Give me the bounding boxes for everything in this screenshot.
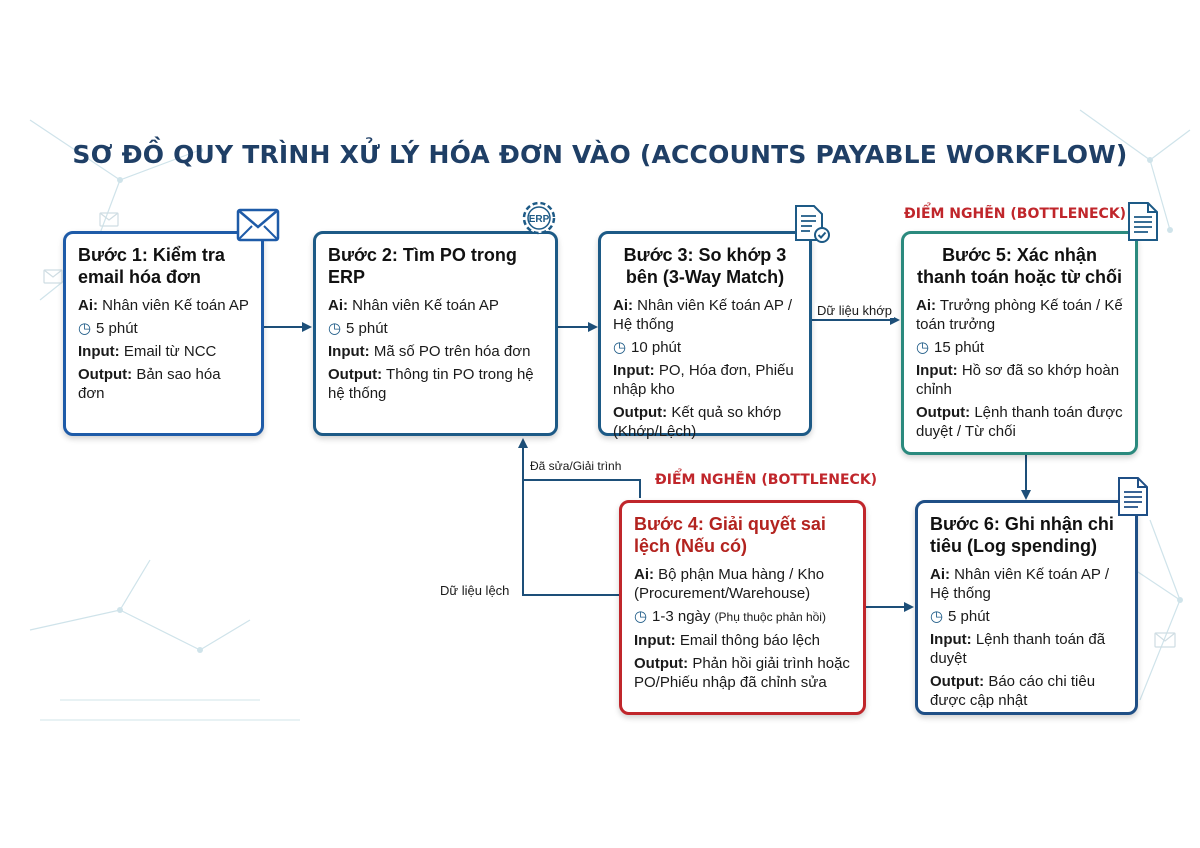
step-4-output: Phản hồi giải trình hoặc PO/Phiếu nhập đã chỉnh sửa [634, 655, 850, 691]
step-5-output-label: Output: [916, 404, 971, 421]
step-5-who: Trưởng phòng Kế toán / Kế toán trưởng [916, 297, 1123, 333]
step-4-input-label: Input: [634, 632, 676, 649]
step-6-who: Nhân viên Kế toán AP / Hệ thống [930, 566, 1110, 602]
step-6-output: Báo cáo chi tiêu được cập nhật [930, 673, 1096, 709]
erp-gear-icon [516, 198, 562, 238]
step-3-who-label: Ai: [613, 297, 633, 314]
step-3-who: Nhân viên Kế toán AP / Hệ thống [613, 297, 793, 333]
step-3-input-label: Input: [613, 362, 655, 379]
step-4-who: Bộ phận Mua hàng / Kho (Procurement/Warehouse) [634, 566, 825, 602]
edge-label-match: Dữ liệu khớp [817, 303, 893, 318]
step-5-input-label: Input: [916, 362, 958, 379]
edge-label-mismatch: Dữ liệu lệch [440, 583, 510, 598]
step-3-time: 10 phút [631, 339, 682, 356]
step-2-title: Bước 2: Tìm PO trong ERP [328, 245, 517, 287]
step-4-output-label: Output: [634, 655, 689, 672]
step-1-time: 5 phút [96, 320, 138, 337]
arrow-step4-feedback-line [523, 480, 640, 498]
step-1-input-label: Input: [78, 343, 120, 360]
edge-label-fixed: Đã sửa/Giải trình [530, 459, 622, 473]
clock-icon: ◷ [78, 320, 92, 337]
step-3-output: Kết quả so khớp (Khớp/Lệch) [613, 404, 782, 440]
envelope-icon [236, 208, 280, 242]
document-check-icon [792, 204, 832, 246]
step-4-box [619, 500, 866, 715]
step-6-output-label: Output: [930, 673, 985, 690]
step-5-output: Lệnh thanh toán được duyệt / Từ chối [916, 404, 1123, 440]
clock-icon: ◷ [613, 339, 627, 356]
step-1-who: Nhân viên Kế toán AP [102, 297, 249, 314]
step-2-output-label: Output: [328, 366, 383, 383]
step-2-box [313, 231, 558, 436]
step-1-input: Email từ NCC [123, 343, 217, 360]
page-title: SƠ ĐỒ QUY TRÌNH XỬ LÝ HÓA ĐƠN VÀO (ACCOUNTS PAYABLE WORKFLOW) [72, 140, 1128, 169]
step-6-input: Lệnh thanh toán đã duyệt [930, 631, 1106, 667]
step-4-who-label: Ai: [634, 566, 654, 583]
step-5-time: 15 phút [934, 339, 985, 356]
document-icon [1126, 200, 1162, 244]
step-3-box [598, 231, 812, 440]
clock-icon: ◷ [916, 339, 930, 356]
step-3-output-label: Output: [613, 404, 668, 421]
step-1-title: Bước 1: Kiểm tra email hóa đơn [78, 245, 225, 287]
step-2-time: 5 phút [346, 320, 388, 337]
step-1-who-label: Ai: [78, 297, 98, 314]
step-4-title: Bước 4: Giải quyết sai lệch (Nếu có) [634, 514, 826, 556]
step-6-time: 5 phút [948, 608, 990, 625]
step-2-input-label: Input: [328, 343, 370, 360]
step-5-title: Bước 5: Xác nhận thanh toán hoặc từ chối [916, 245, 1123, 287]
clock-icon: ◷ [328, 320, 342, 337]
bottleneck-label-step-4: ĐIỂM NGHẼN (BOTTLENECK) [655, 472, 878, 488]
step-2-input: Mã số PO trên hóa đơn [373, 343, 531, 360]
step-4-time: 1-3 ngày [652, 608, 711, 625]
step-6-title: Bước 6: Ghi nhận chi tiêu (Log spending) [930, 514, 1114, 556]
clock-icon: ◷ [930, 608, 944, 625]
step-2-who-label: Ai: [328, 297, 348, 314]
erp-icon-label: ERP [528, 214, 550, 225]
document-icon [1116, 475, 1152, 519]
step-1-output-label: Output: [78, 366, 133, 383]
step-6-input-label: Input: [930, 631, 972, 648]
step-4-input: Email thông báo lệch [679, 632, 820, 649]
step-6-box [915, 500, 1138, 715]
step-5-who-label: Ai: [916, 297, 936, 314]
step-3-title: Bước 3: So khớp 3 bên (3-Way Match) [623, 245, 787, 287]
bottleneck-label-step-5: ĐIỂM NGHẼN (BOTTLENECK) [904, 206, 1127, 222]
step-1-output: Bản sao hóa đơn [78, 366, 221, 402]
step-5-box [901, 231, 1138, 455]
step-4-time-note: (Phụ thuộc phản hồi) [714, 610, 826, 624]
step-2-output: Thông tin PO trong hệ hệ thống [328, 366, 534, 402]
clock-icon: ◷ [634, 608, 648, 625]
step-2-who: Nhân viên Kế toán AP [352, 297, 499, 314]
step-6-who-label: Ai: [930, 566, 950, 583]
step-1-box [63, 231, 264, 436]
step-5-input: Hồ sơ đã so khớp hoàn chỉnh [916, 362, 1120, 398]
step-3-input: PO, Hóa đơn, Phiếu nhập kho [613, 362, 794, 398]
